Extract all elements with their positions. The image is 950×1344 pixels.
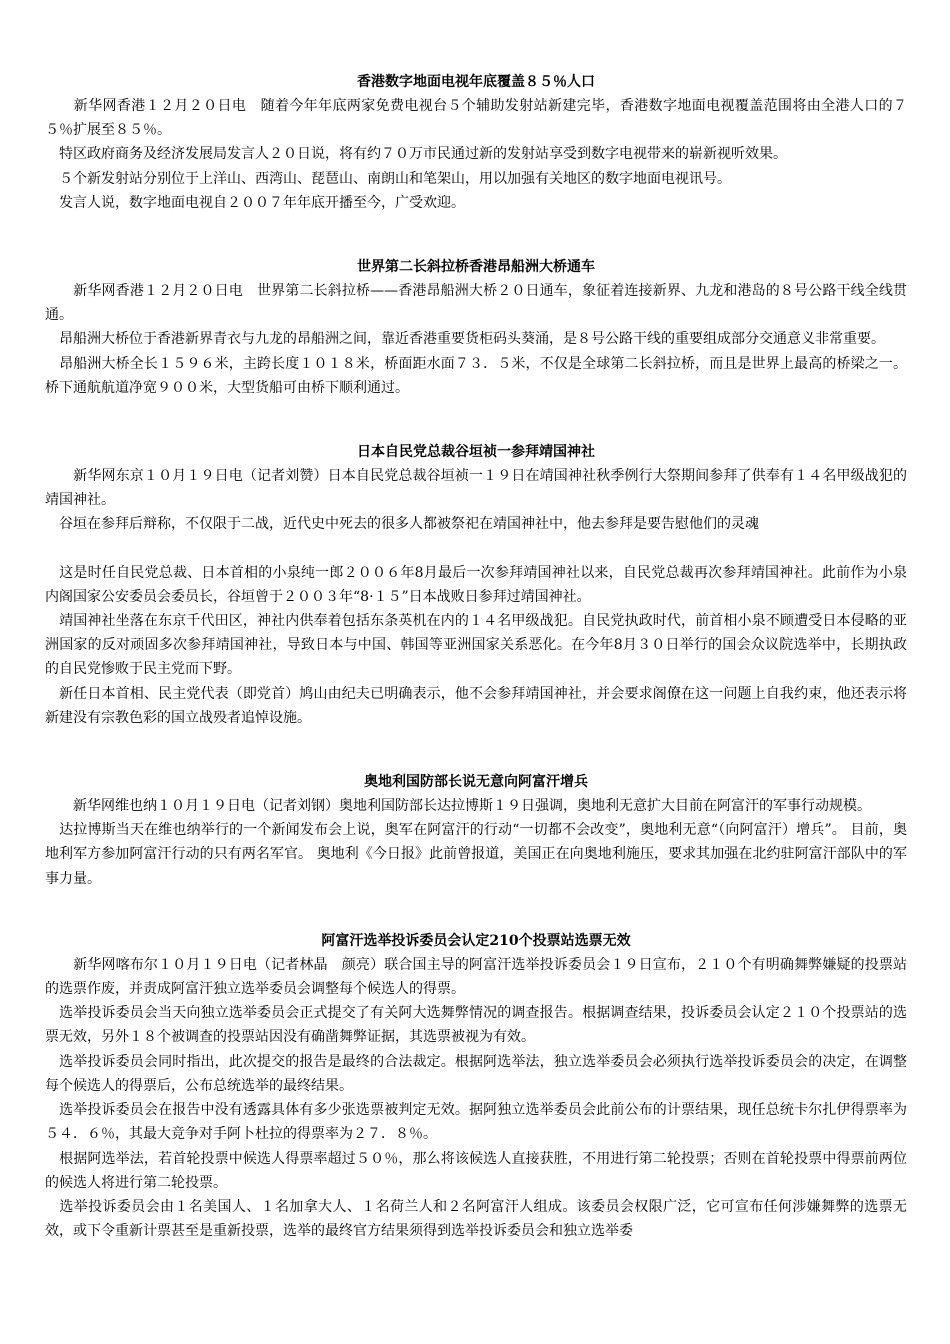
article-paragraph: 选举投诉委员会由１名美国人、１名加拿大人、１名荷兰人和２名阿富汗人组成。该委员会权限广泛，它可宣布任何涉嫌舞弊的选票无效，或下令重新计票甚至是重新投票，选举的最终官方结果须得到选举投诉委员会和独立选举委 xyxy=(45,1198,907,1240)
article-paragraph: 新华网香港１２月２０日电 随着今年年底两家免费电视台５个辅助发射站新建完毕，香港数字地面电视覆盖范围将由全港人口的７５％扩展至８５％。 xyxy=(45,98,907,139)
article-paragraph: 达拉博斯当天在维也纳举行的一个新闻发布会上说，奥军在阿富汗的行动“一切都不会改变”，奥地利无意“（向阿富汗）增兵”。 目前，奥地利军方参加阿富汗行动的只有两名军官。 奥地利《今日报》此前曾报道，美国正在向奥地利施压，要求其加强在北约驻阿富汗部队中的军事力量。 xyxy=(45,822,907,887)
article-paragraph: 特区政府商务及经济发展局发言人２０日说，将有约７０万市民通过新的发射站享受到数字电视带来的崭新视听效果。 xyxy=(45,146,787,163)
article-paragraph: 新华网东京１０月１９日电（记者刘赞）日本自民党总裁谷垣祯一１９日在靖国神社秋季例行大祭期间参拜了供奉有１４名甲级战犯的靖国神社。 xyxy=(45,468,907,509)
article-paragraph: 选举投诉委员会在报告中没有透露具体有多少张选票被判定无效。据阿独立选举委员会此前公布的计票结果，现任总统卡尔扎伊得票率为５４．６％，其最大竞争对手阿卜杜拉的得票率为２７．８％。 xyxy=(45,1102,907,1143)
article-title: 阿富汗选举投诉委员会认定210个投票站选票无效 xyxy=(321,932,631,949)
article-paragraph: 选举投诉委员会同时指出，此次提交的报告是最终的合法裁定。根据阿选举法，独立选举委员会必须执行选举投诉委员会的决定，在调整每个候选人的得票后，公布总统选举的最终结果。 xyxy=(45,1053,907,1094)
document-page xyxy=(45,70,907,1243)
article-title: 日本自民党总裁谷垣祯一参拜靖国神社 xyxy=(357,444,595,461)
article-paragraph: 这是时任自民党总裁、日本首相的小泉纯一郎２００６年8月最后一次参拜靖国神社以来，自民党总裁再次参拜靖国神社。此前作为小泉内阁国家公安委员会委员长，谷垣曾于２００３年“8·１５”日本战败日参拜过靖国神社。 xyxy=(45,564,907,605)
blank-line xyxy=(45,537,907,561)
article-paragraph: 昂船洲大桥全长１５９６米，主跨长度１０１８米，桥面距水面７３．５米，不仅是全球第二长斜拉桥，而且是世界上最高的桥梁之一。桥下通航航道净宽９００米，大型货船可由桥下顺利通过。 xyxy=(45,355,907,396)
article-hk-digital-tv xyxy=(45,70,907,215)
article-title: 香港数字地面电视年底覆盖８５％人口 xyxy=(357,74,595,90)
article-paragraph: 发言人说，数字地面电视自２００７年年底开播至今，广受欢迎。 xyxy=(45,194,465,211)
article-afghan-election-complaints xyxy=(45,929,907,1243)
article-paragraph: 新华网维也纳１０月１９日电（记者刘钢）奥地利国防部长达拉博斯１９日强调，奥地利无意扩大目前在阿富汗的军事行动规模。 xyxy=(45,798,871,815)
article-paragraph: 谷垣在参拜后辩称，不仅限于二战，近代史中死去的很多人都被祭祀在靖国神社中，他去参拜是要告慰他们的灵魂 xyxy=(45,516,759,533)
article-stonecutters-bridge xyxy=(45,255,907,400)
article-title: 世界第二长斜拉桥香港昂船洲大桥通车 xyxy=(357,259,595,276)
article-paragraph: 昂船洲大桥位于香港新界青衣与九龙的昂船洲之间，靠近香港重要货柜码头葵涌，是８号公路干线的重要组成部分交通意义非常重要。 xyxy=(45,331,885,348)
article-paragraph: ５个新发射站分别位于上洋山、西湾山、琵琶山、南朗山和笔架山，用以加强有关地区的数字地面电视讯号。 xyxy=(45,170,731,187)
article-paragraph: 根据阿选举法，若首轮投票中候选人得票率超过５０％，那么将该候选人直接获胜，不用进行第二轮投票；否则在首轮投票中得票前两位的候选人将进行第二轮投票。 xyxy=(45,1150,907,1191)
article-paragraph: 选举投诉委员会当天向独立选举委员会正式提交了有关阿大选舞弊情况的调查报告。根据调查结果，投诉委员会认定２１０个投票站的选票无效，另外１８个被调查的投票站因没有确凿舞弊证据，其选票被视为有效。 xyxy=(45,1005,907,1046)
article-paragraph: 新任日本首相、民主党代表（即党首）鸠山由纪夫已明确表示，他不会参拜靖国神社，并会要求阁僚在这一问题上自我约束，他还表示将新建没有宗教色彩的国立战殁者追悼设施。 xyxy=(45,685,907,726)
article-paragraph: 靖国神社坐落在东京千代田区，神社内供奉着包括东条英机在内的１４名甲级战犯。自民党执政时代，前首相小泉不顾遭受日本侵略的亚洲国家的反对顽固多次参拜靖国神社，导致日本与中国、韩国等亚洲国家关系恶化。在今年8月３０日举行的国会众议院选举中，长期执政的自民党惨败于民主党而下野。 xyxy=(45,613,907,678)
article-yasukuni-visit xyxy=(45,440,907,730)
article-paragraph: 新华网香港１２月２０日电 世界第二长斜拉桥——香港昂船洲大桥２０日通车，象征着连接新界、九龙和港岛的８号公路干线全线贯通。 xyxy=(45,283,907,324)
article-austria-afghanistan xyxy=(45,770,907,891)
article-paragraph: 新华网喀布尔１０月１９日电（记者林晶 颜亮）联合国主导的阿富汗选举投诉委员会１９日宣布，２１０个有明确舞弊嫌疑的投票站的选票作废，并责成阿富汗独立选举委员会调整每个候选人的得票。 xyxy=(45,956,907,998)
article-title: 奥地利国防部长说无意向阿富汗增兵 xyxy=(364,774,588,791)
